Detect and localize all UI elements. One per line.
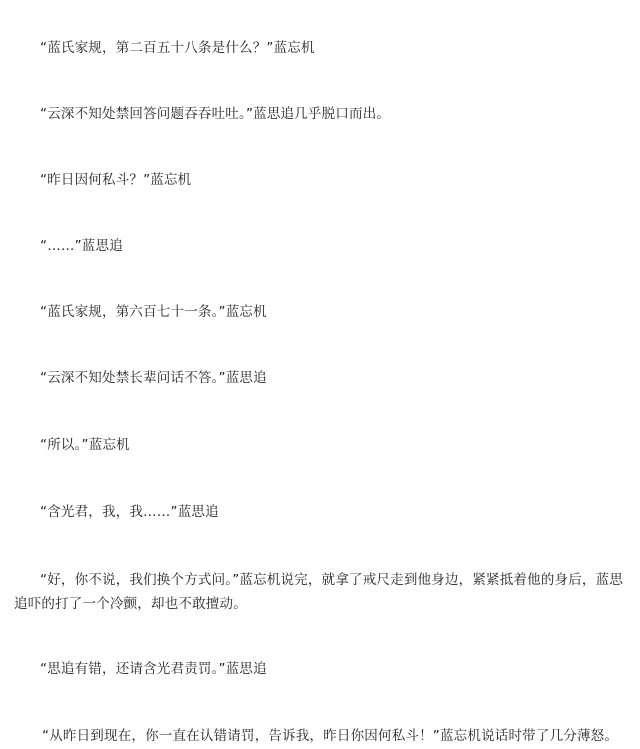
dialogue-paragraph: “……”蓝思追 — [40, 238, 123, 254]
dialogue-paragraph: “昨日因何私斗？”蓝忘机 — [40, 172, 192, 188]
dialogue-paragraph: “蓝氏家规，第六百七十一条。”蓝忘机 — [40, 304, 267, 320]
narrative-paragraph: “好，你不说，我们换个方式问。”蓝忘机说完，就拿了戒尺走到他身边，紧紧抵着他的身后，蓝思追吓的打了一个冷颤，却也不敢擅动。 — [14, 572, 624, 612]
dialogue-paragraph: “云深不知处禁长辈问话不答。”蓝思追 — [40, 370, 267, 386]
dialogue-paragraph: “含光君，我，我……”蓝思追 — [40, 504, 219, 520]
narrative-paragraph: “从昨日到现在，你一直在认错请罚，告诉我，昨日你因何私斗！”蓝忘机说话时带了几分薄怒。 — [42, 728, 619, 744]
dialogue-paragraph: “所以。”蓝忘机 — [40, 437, 130, 453]
dialogue-paragraph: “蓝氏家规，第二百五十八条是什么？”蓝忘机 — [40, 40, 315, 56]
dialogue-paragraph: “云深不知处禁回答问题吞吞吐吐。”蓝思追几乎脱口而出。 — [40, 106, 391, 122]
dialogue-paragraph: “思追有错，还请含光君责罚。”蓝思追 — [40, 661, 267, 677]
